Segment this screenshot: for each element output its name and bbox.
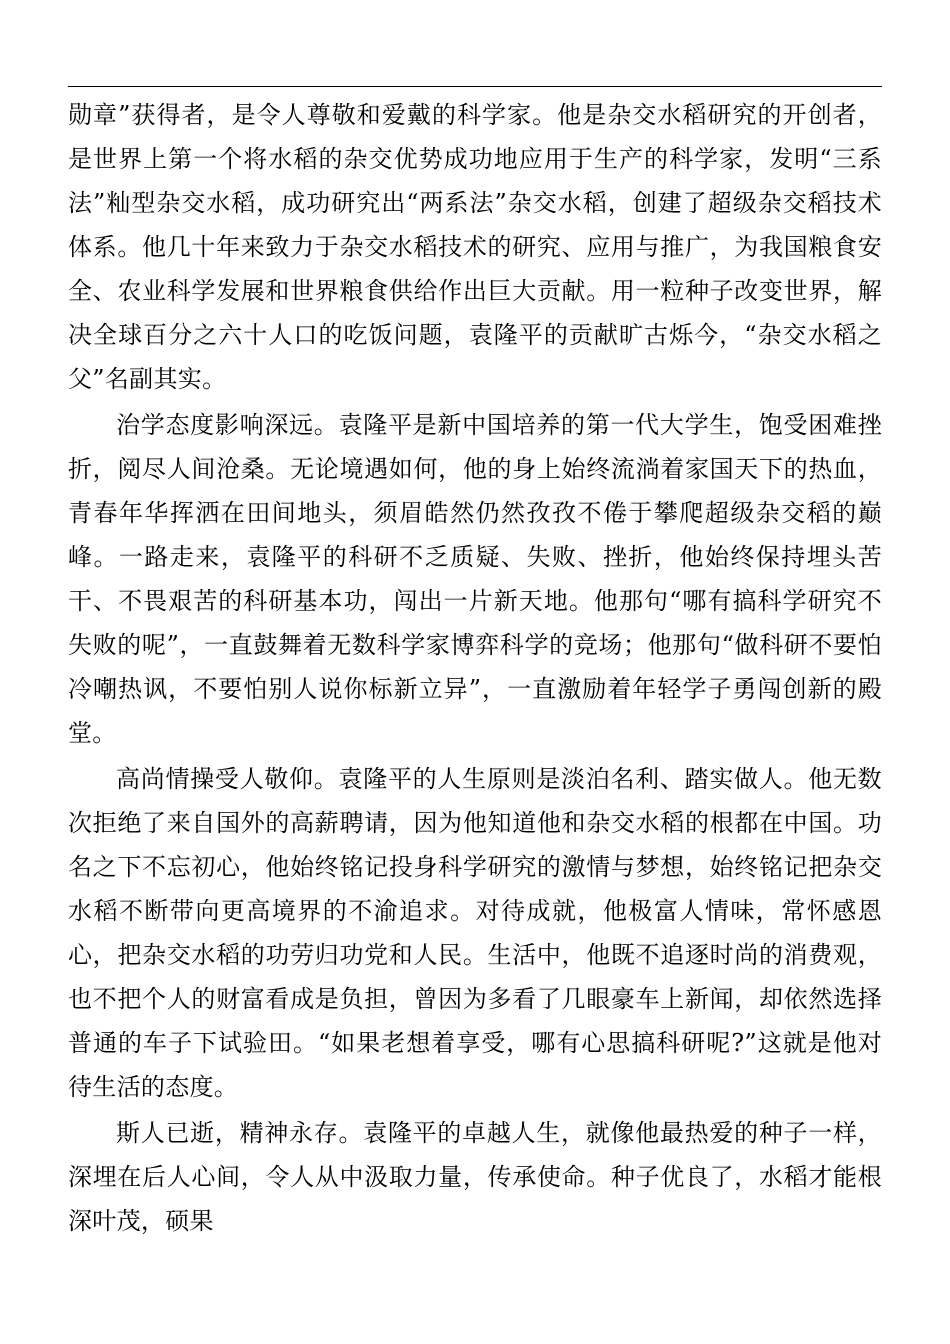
- paragraph-research-attitude: 治学态度影响深远。袁隆平是新中国培养的第一代大学生，饱受困难挫折，阅尽人间沧桑。无论境遇如何，他的身上始终流淌着家国天下的热血，青春年华挥洒在田间地头，须眉皓然仍然孜孜不倦于攀爬超级杂交稻的巅峰。一路走来，袁隆平的科研不乏质疑、失败、挫折，他始终保持埋头苦干、不畏艰苦的科研基本功，闯出一片新天地。他那句“哪有搞科学研究不失败的呢”，一直鼓舞着无数科学家博弈科学的竞场；他那句“做科研不要怕冷嘲热讽，不要怕别人说你标新立异”，一直激励着年轻学子勇闯创新的殿堂。: [68, 411, 882, 747]
- header-rule: [68, 86, 882, 87]
- paragraph-continuation: 勋章”获得者，是令人尊敬和爱戴的科学家。他是杂交水稻研究的开创者，是世界上第一个将水稻的杂交优势成功地应用于生产的科学家，发明“三系法”籼型杂交水稻，成功研究出“两系法”杂交水稻，创建了超级杂交稻技术体系。他几十年来致力于杂交水稻技术的研究、应用与推广，为我国粮食安全、农业科学发展和世界粮食供给作出巨大贡献。用一粒种子改变世界，解决全球百分之六十人口的吃饭问题，袁隆平的贡献旷古烁今，“杂交水稻之父”名副其实。: [68, 101, 882, 393]
- paragraph-legacy: 斯人已逝，精神永存。袁隆平的卓越人生，就像他最热爱的种子一样，深埋在后人心间，令人从中汲取力量，传承使命。种子优良了，水稻才能根深叶茂，硕果: [68, 1119, 882, 1235]
- document-body: [68, 93, 882, 1245]
- paragraph-noble-character: 高尚情操受人敬仰。袁隆平的人生原则是淡泊名利、踏实做人。他无数次拒绝了来自国外的高薪聘请，因为他知道他和杂交水稻的根都在中国。功名之下不忘初心，他始终铭记投身科学研究的激情与梦想，始终铭记把杂交水稻不断带向更高境界的不渝追求。对待成就，他极富人情味，常怀感恩心，把杂交水稻的功劳归功党和人民。生活中，他既不追逐时尚的消费观，也不把个人的财富看成是负担，曾因为多看了几眼豪车上新闻，却依然选择普通的车子下试验田。“如果老想着享受，哪有心思搞科研呢?”这就是他对待生活的态度。: [68, 765, 882, 1101]
